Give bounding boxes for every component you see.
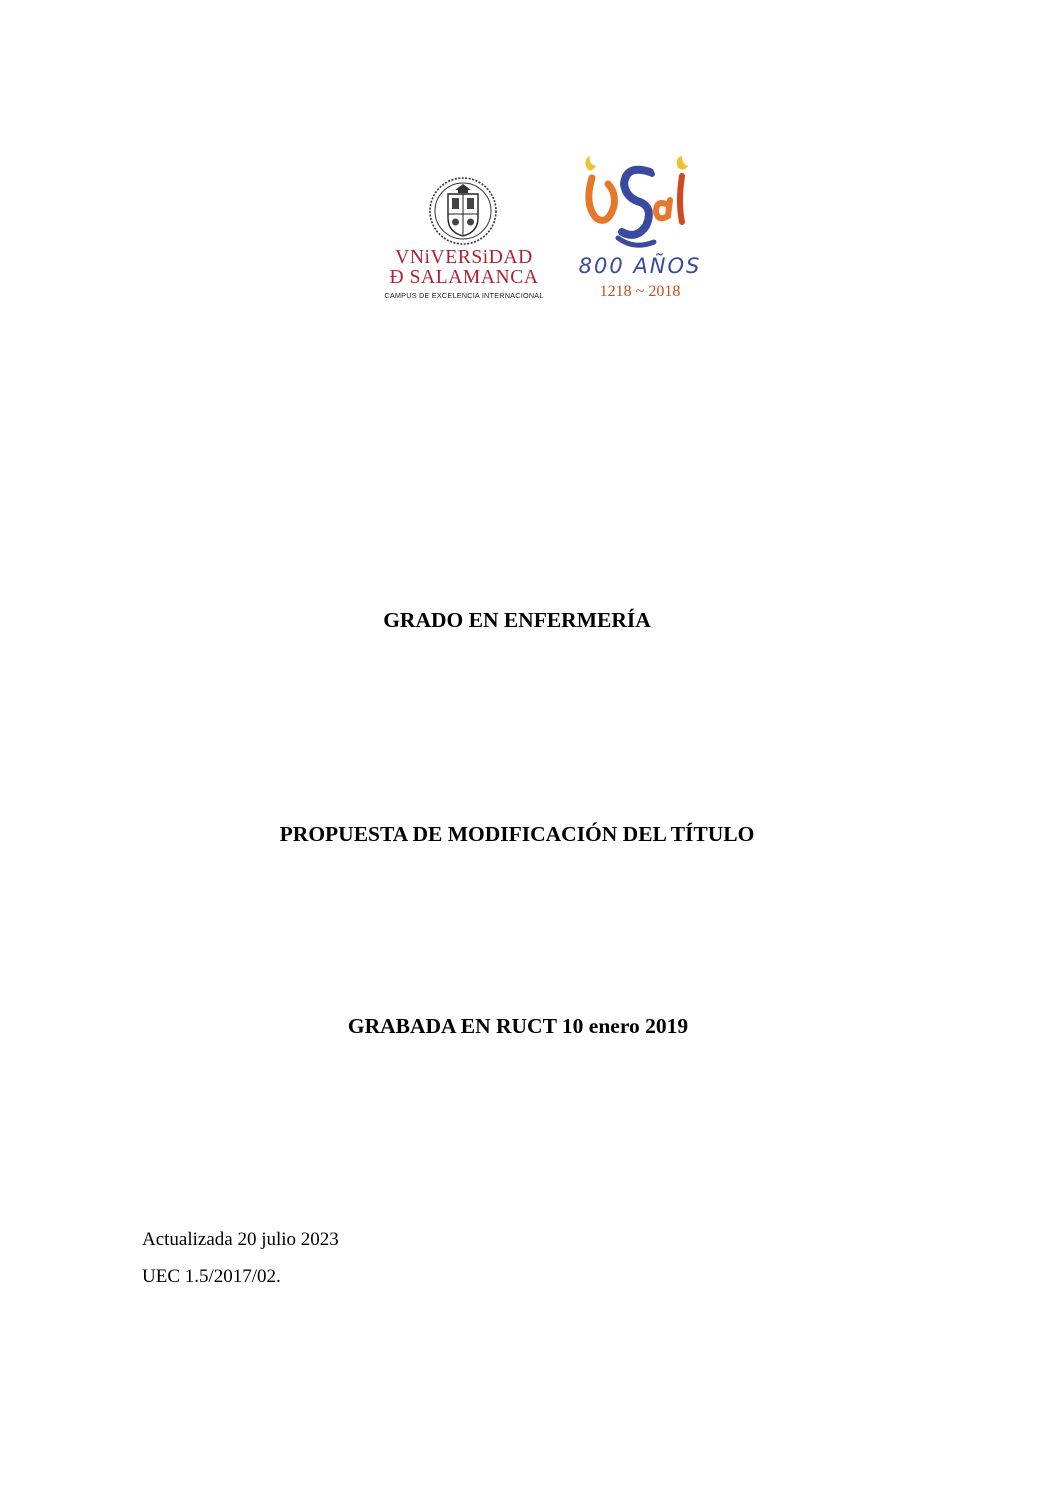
record-date: GRABADA EN RUCT 10 enero 2019 <box>347 1014 689 1038</box>
usal-wordmark-icon <box>578 156 702 256</box>
document-title: GRADO EN ENFERMERÍA <box>383 608 651 632</box>
anniversary-logo <box>578 156 706 306</box>
anniversary-label: 800 AÑOS <box>578 254 702 278</box>
document-code: UEC 1.5/2017/02. <box>142 1266 281 1287</box>
anniversary-years: 1218 ~ 2018 <box>599 283 681 300</box>
university-name-line2: Ð SALAMANCA <box>389 267 539 288</box>
university-name-line1: VNiVERSiDAD <box>395 247 533 268</box>
document-subtitle: PROPUESTA DE MODIFICACIÓN DEL TÍTULO <box>279 822 755 846</box>
university-tagline: CAMPUS DE EXCELENCIA INTERNACIONAL <box>384 291 544 300</box>
university-logo <box>376 172 552 302</box>
updated-date: Actualizada 20 julio 2023 <box>142 1229 339 1250</box>
university-crest-icon <box>428 176 498 246</box>
